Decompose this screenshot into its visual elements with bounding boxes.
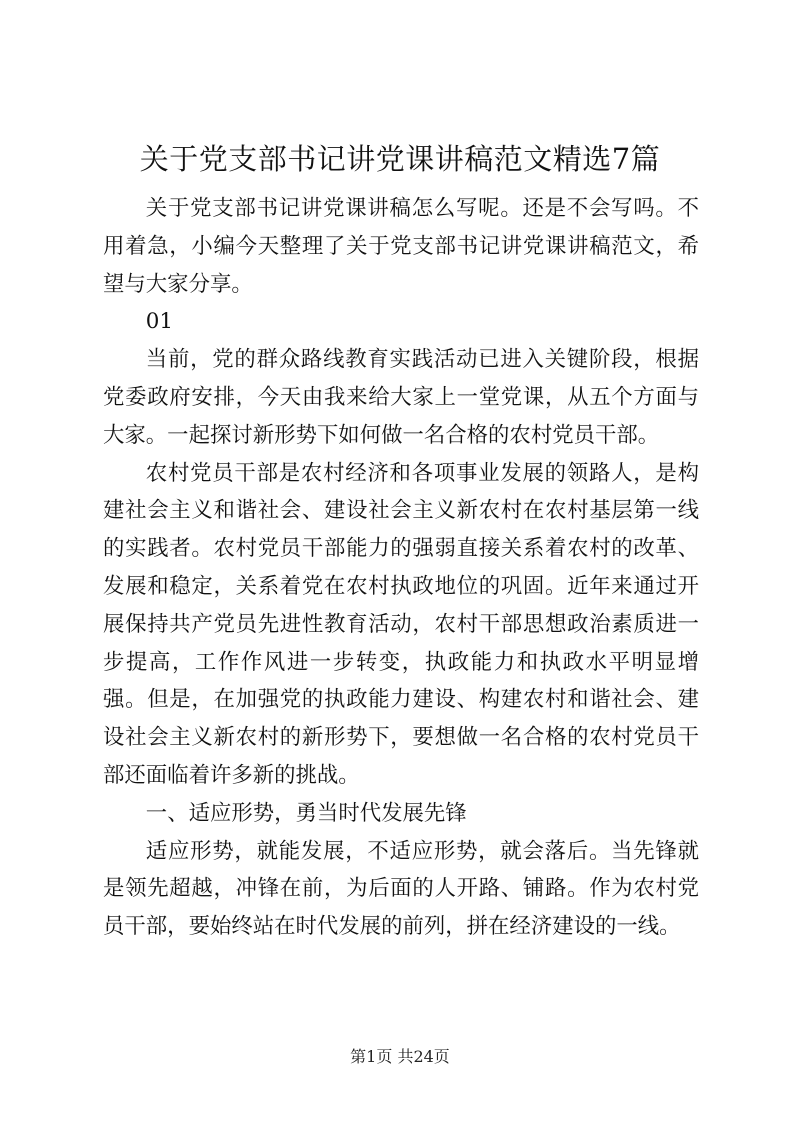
section-number: 01 [145,309,174,335]
document-title: 关于党支部书记讲党课讲稿范文精选7篇 [139,142,661,176]
paragraph: 农村党员干部是农村经济和各项事业发展的领路人，是构建社会主义和谐社会、建设社会主义新农村在农村基层第一线的实践者。农村党员干部能力的强弱直接关系着农村的改革、发展和稳定，关系着党在农村执政地位的巩固。近年来通过开展保持共产党员先进性教育活动，农村干部思想政治素质进一步提高，工作作风进一步转变，执政能力和执政水平明显增强。但是，在加强党的执政能力建设、构建农村和谐社会、建设社会主义新农村的新形势下，要想做一名合格的农村党员干部还面临着许多新的挑战。 [103,460,699,788]
paragraph: 当前，党的群众路线教育实践活动已进入关键阶段，根据党委政府安排，今天由我来给大家上一堂党课，从五个方面与大家。一起探讨新形势下如何做一名合格的农村党员干部。 [103,347,699,448]
paragraph: 适应形势，就能发展，不适应形势，就会落后。当先锋就是领先超越，冲锋在前，为后面的人开路、铺路。作为农村党员干部，要始终站在时代发展的前列，拼在经济建设的一线。 [103,838,699,940]
paragraph-intro: 关于党支部书记讲党课讲稿怎么写呢。还是不会写吗。不用着急，小编今天整理了关于党支部书记讲党课讲稿范文，希望与大家分享。 [103,196,699,297]
document-body [103,190,699,946]
page-footer: 第1页 共24页 [350,1047,450,1066]
section-heading: 一、适应形势，勇当时代发展先锋 [145,800,467,826]
